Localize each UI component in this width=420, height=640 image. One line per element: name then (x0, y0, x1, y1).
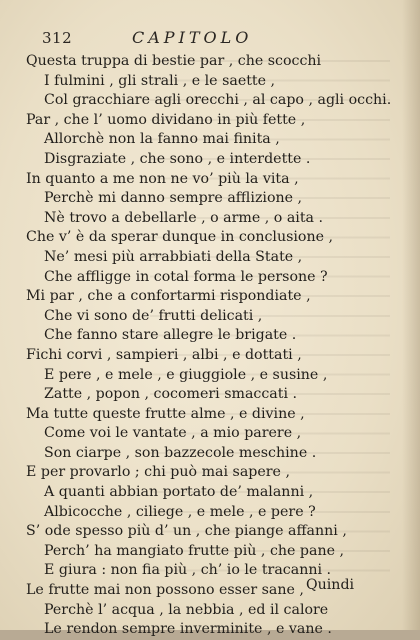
verse-line: Par , che l’ uomo dividano in più fette , (26, 111, 306, 128)
verse-line: Col gracchiare agli orecchi , al capo , agli occhi. (44, 92, 392, 109)
verse-line: Zatte , popon , cocomeri smaccati . (44, 386, 298, 403)
verse-line: Che vi sono de’ frutti delicati , (44, 307, 263, 324)
verse-line: S’ ode spesso più d’ un , che piange affanni , (26, 523, 347, 540)
verse-line: I fulmini , gli strali , e le saette , (44, 72, 276, 89)
verse-line: Disgraziate , che sono , e interdette . (44, 150, 311, 167)
page-header (40, 26, 380, 50)
verse-line: Questa truppa di bestie par , che scocchi (26, 53, 322, 69)
verse-line: Ma tutte queste frutte alme , e divine , (26, 405, 305, 422)
verse-line: Perchè l’ acqua , la nebbia , ed il calore (44, 601, 329, 618)
running-head: CAPITOLO (132, 28, 253, 47)
verse-line: A quanti abbian portato de’ malanni , (44, 484, 314, 501)
verse-line: Che v’ è da sperar dunque in conclusione , (26, 229, 334, 246)
verse-line: Che fanno stare allegre le brigate . (44, 327, 297, 344)
page-number: 312 (42, 29, 73, 47)
verse-line: Son ciarpe , son bazzecole meschine . (44, 444, 317, 461)
page-edge-shadow (402, 0, 420, 630)
verse-line: Che affligge in cotal forma le persone ? (44, 268, 328, 285)
verse-line: Perch’ ha mangiato frutte più , che pane , (44, 542, 345, 559)
verse-line: Le rendon sempre inverminite , e vane . (44, 621, 332, 638)
verse-line: Fichi corvi , sampieri , albi , e dottati , (26, 346, 302, 363)
verse-line: Allorchè non la fanno mai finita , (44, 131, 280, 148)
verse-line: Albicocche , ciliege , e mele , e pere ? (44, 503, 316, 520)
catchword: Quindi (306, 577, 355, 593)
poem-text (26, 52, 392, 640)
verse-line: Nè trovo a debellarle , o arme , o aita . (44, 209, 324, 226)
verse-line: Ne’ mesi più arrabbiati della State , (44, 248, 303, 265)
verse-line: Come voi le vantate , a mio parere , (44, 425, 302, 442)
verse-line: E giura : non fia più , ch’ io le tracanni . (44, 562, 332, 579)
verse-line: Le frutte mai non possono esser sane , (26, 582, 304, 599)
verse-line: E per provarlo ; chi può mai sapere , (26, 464, 290, 481)
verse-line: E pere , e mele , e giuggiole , e susine , (44, 366, 328, 383)
verse-line: Perchè mi danno sempre afflizione , (44, 190, 303, 207)
verse-line: Mi par , che a confortarmi rispondiate , (26, 288, 311, 305)
verse-line: In quanto a me non ne vo’ più la vita , (26, 170, 299, 187)
